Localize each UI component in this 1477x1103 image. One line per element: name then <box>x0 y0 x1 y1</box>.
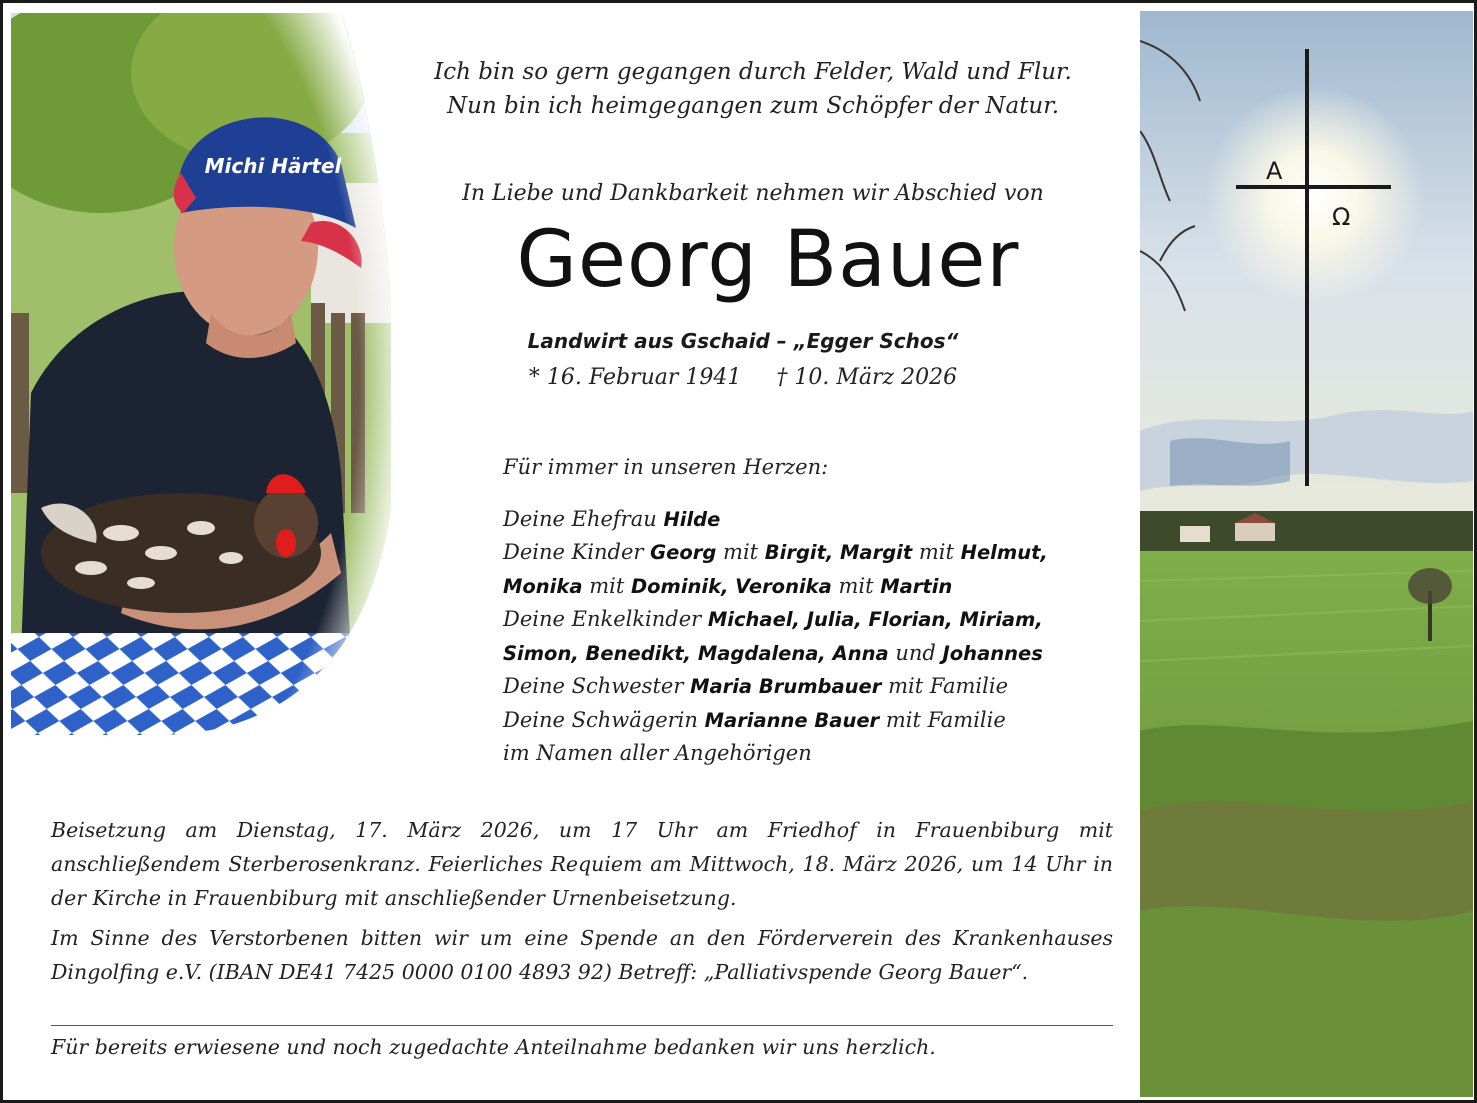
mourner-line-closing: im Namen aller Angehörigen <box>503 741 812 765</box>
grandchildren-names: Simon, Benedikt, Magdalena, Anna <box>503 641 889 665</box>
partner-name: Birgit, <box>764 541 834 564</box>
thanks-note: Für bereits erwiesene und noch zugedachte Anteilnahme bedanken wir uns herzlich. <box>51 1035 936 1059</box>
mourners-heading: Für immer in unseren Herzen: <box>503 455 829 479</box>
alpha-symbol: A <box>1266 157 1283 185</box>
omega-symbol: Ω <box>1332 203 1351 231</box>
mourner-line-grandchildren-2 <box>503 637 1133 671</box>
portrait-photo <box>11 13 391 735</box>
children-prefix: Deine Kinder <box>503 540 644 564</box>
sister-in-law-prefix: Deine Schwägerin <box>503 707 698 732</box>
mourner-line-children-1 <box>503 536 1133 570</box>
mit-familie: mit Familie <box>885 707 1006 732</box>
grandchild-name: Johannes <box>942 641 1043 665</box>
mourner-line-grandchildren-1 <box>503 603 1133 637</box>
child-name: Margit <box>840 541 913 564</box>
mourner-line-sister-in-law <box>503 704 1133 738</box>
mit-word: mit <box>589 573 625 598</box>
sister-in-law-name: Marianne Bauer <box>704 708 880 732</box>
mourners-list <box>503 451 1133 771</box>
grandchildren-prefix: Deine Enkelkinder <box>503 607 702 631</box>
donation-info: Im Sinne des Verstorbenen bitten wir um eine Spende an den Förderverein des Krankenhauses Dingolfing e.V. (IBAN DE41 7425 0000 0100 4893 92) Betreff: „Palliativspende Georg Bauer“. <box>51 926 1113 984</box>
deceased-subtitle: Landwirt aus Gschaid – „Egger Schos“ <box>527 329 959 353</box>
deceased-name: Georg Bauer <box>516 215 1020 305</box>
mit-familie: mit Familie <box>888 674 1008 698</box>
burial-info: Beisetzung am Dienstag, 17. März 2026, um 17 Uhr am Friedhof in Frauenbiburg mit anschließendem Sterberosenkranz. Feierliches Requiem am Mittwoch, 18. März 2026, um 14 Uhr in der Kirche in Frauenbiburg mit anschließender Urnenbeisetzung. <box>51 818 1113 910</box>
life-dates <box>393 365 1093 390</box>
child-name: Veronika <box>735 574 832 598</box>
verse-line-2: Nun bin ich heimgegangen zum Schöpfer der Natur. <box>446 93 1060 119</box>
partner-name: Dominik, <box>630 574 729 598</box>
birth-date: * 16. Februar 1941 <box>528 365 742 390</box>
wife-prefix: Deine Ehefrau <box>503 506 657 531</box>
death-date: † 10. März 2026 <box>776 365 958 390</box>
landscape-photo <box>1140 11 1473 1097</box>
verse-line-1: Ich bin so gern gegangen durch Felder, Wald und Flur. <box>434 59 1072 85</box>
memorial-verse <box>393 55 1113 123</box>
child-name: Georg <box>650 541 717 564</box>
sister-name: Maria Brumbauer <box>690 675 882 698</box>
partner-name: Martin <box>880 574 953 598</box>
partner-name: Helmut, <box>960 541 1048 564</box>
mit-word: mit <box>838 573 874 598</box>
mourner-line-wife <box>503 503 1133 537</box>
sister-prefix: Deine Schwester <box>503 674 684 698</box>
grandchildren-names: Michael, Julia, Florian, Miriam, <box>707 608 1043 631</box>
und-word: und <box>895 640 936 665</box>
child-name: Monika <box>503 574 583 598</box>
mourner-line-children-2 <box>503 570 1133 604</box>
wife-name: Hilde <box>663 507 721 531</box>
mit-word: mit <box>918 540 954 564</box>
mit-word: mit <box>723 540 759 564</box>
farewell-intro: In Liebe und Dankbarkeit nehmen wir Abschied von <box>462 181 1044 206</box>
divider <box>51 1025 1113 1026</box>
portrait-illustration <box>11 13 391 735</box>
landscape-illustration <box>1140 11 1473 1097</box>
mourner-line-sister <box>503 670 1133 704</box>
